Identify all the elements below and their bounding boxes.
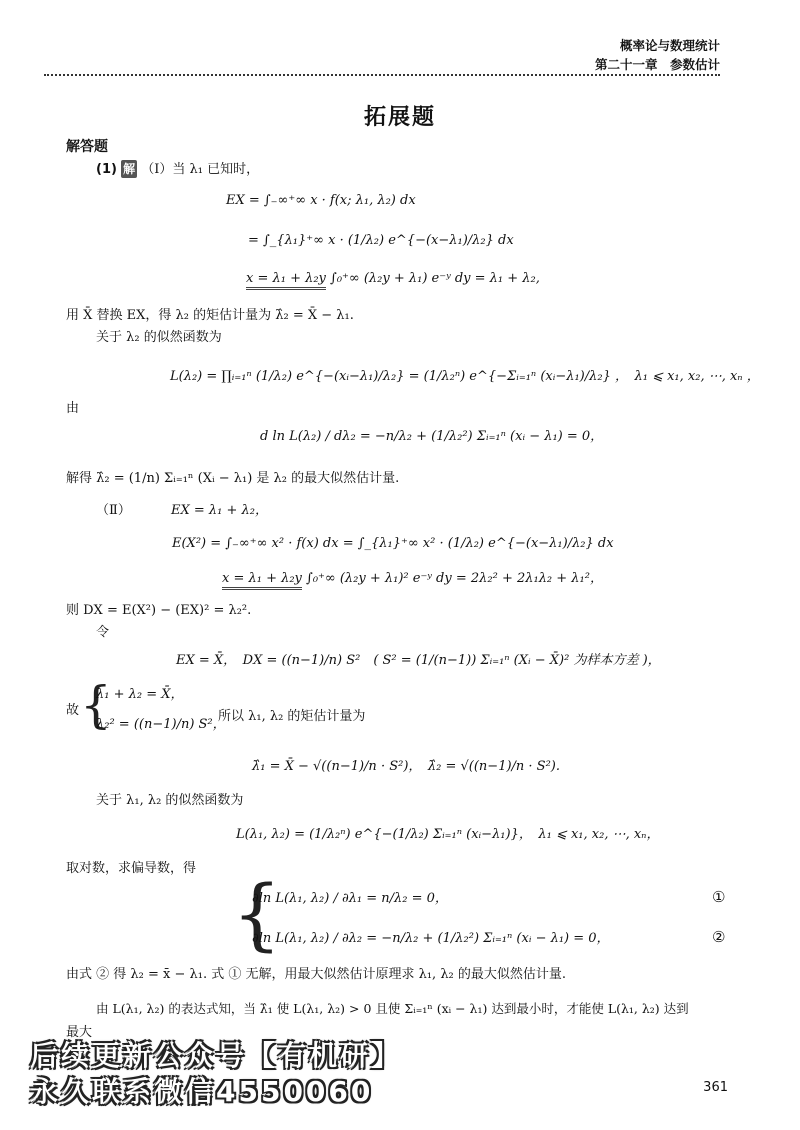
section-heading: 解答题 [66,139,108,155]
equation-ex2-2 [222,570,603,588]
no-solution-text: 由式 ② 得 λ₂ = x̄ − λ₁. 式 ① 无解，用最大似然估计原理求 λ₁, λ₂ 的最大似然估计量. [66,967,567,982]
therefore-label: 故 [66,703,80,718]
log-derivative-intro: 取对数，求偏导数，得 [66,861,197,876]
equation-ex-3-body: ∫₀⁺∞ (λ₂y + λ₁) e⁻ʸ dy = λ₁ + λ₂, [330,271,540,286]
problem-intro [96,160,259,179]
part-two-line [96,502,268,520]
max-text: 最大 [66,1025,93,1040]
header-book-title: 概率论与数理统计 [619,38,720,53]
part-one-intro: （Ⅰ）当 λ₁ 已知时， [141,162,260,177]
substitution-underline-2: x = λ₁ + λ₂y [222,571,302,590]
header-rule [44,74,720,76]
page-number: 361 [703,1080,728,1095]
system-eq-2: λ₂² = ((n−1)/n) S²， [96,717,226,732]
from-text: 由 [66,401,80,416]
page-title: 拓展题 [363,105,436,130]
equation-number-2: ② [712,928,726,946]
problem-number: (1) [96,162,117,177]
equation-number-1: ① [712,888,726,906]
part-two-ex: EX = λ₁ + λ₂， [170,503,268,518]
moment-equations: EX = X̄， DX = ((n−1)/n) S² ( S² = (1/(n−1)) Σᵢ₌₁ⁿ (Xᵢ − X̄)² 为样本方差 )， [176,653,661,668]
substitution-underline: x = λ₁ + λ₂y [246,271,326,290]
partial-eq-1: ∂ln L(λ₁, λ₂) / ∂λ₁ = n/λ₂ = 0， [252,891,448,906]
system-eq-1: λ₁ + λ₂ = X̄， [96,687,184,702]
equation-ex-2: = ∫_{λ₁}⁺∞ x · (1/λ₂) e^{−(x−λ₁)/λ₂} dx [248,233,514,248]
part-two-label: （Ⅱ） [96,503,131,518]
equation-ex-3 [246,270,540,288]
moment-estimators: λ̂₁ = X̄ − √((n−1)/n · S²)， λ̂₂ = √((n−1)/n · S²). [252,759,561,774]
equation-ex2-2-body: ∫₀⁺∞ (λ₂y + λ₁)² e⁻ʸ dy = 2λ₂² + 2λ₁λ₂ + λ₁²， [306,571,603,586]
let-text: 令 [96,625,110,640]
variance-text: 则 DX = E(X²) − (EX)² = λ₂². [66,603,252,618]
joint-likelihood-intro: 关于 λ₁, λ₂ 的似然函数为 [96,793,244,808]
partial-eq-2: ∂ln L(λ₁, λ₂) / ∂λ₂ = −n/λ₂ + (1/λ₂²) Σᵢ₌₁ⁿ (xᵢ − λ₁) = 0， [252,931,610,946]
partial-system-brace: { [232,870,282,960]
joint-likelihood-equation: L(λ₁, λ₂) = (1/λ₂ⁿ) e^{−(1/λ₂) Σᵢ₌₁ⁿ (xᵢ−λ₁)}， λ₁ ⩽ x₁, x₂, ⋯, xₙ， [236,827,660,842]
likelihood-intro: 关于 λ₂ 的似然函数为 [96,330,222,345]
equation-ex2-1: E(X²) = ∫₋∞⁺∞ x² · f(x) dx = ∫_{λ₁}⁺∞ x² · (1/λ₂) e^{−(x−λ₁)/λ₂} dx [172,536,614,551]
mle-result-text: 解得 λ̂₂ = (1/n) Σᵢ₌₁ⁿ (Xᵢ − λ₁) 是 λ₂ 的最大似然估计量. [66,471,400,486]
moment-estimate-text: 用 X̄ 替换 EX，得 λ₂ 的矩估计量为 λ̂₂ = X̄ − λ₁. [66,308,354,323]
header-chapter: 第二十一章 参数估计 [594,57,720,72]
moment-conclusion-text: 所以 λ₁, λ₂ 的矩估计量为 [218,709,366,724]
running-header [595,36,720,74]
watermark-line-1: 后续更新公众号【有机研】 [30,1039,403,1072]
max-condition-text: 由 L(λ₁, λ₂) 的表达式知，当 λ̂₁ 使 L(λ₁, λ₂) > 0 且使 Σᵢ₌₁ⁿ (xᵢ − λ₁) 达到最小时，才能使 L(λ₁, λ₂) 达到 [96,1001,689,1016]
solution-badge: 解 [123,162,136,176]
equation-ex-1: EX = ∫₋∞⁺∞ x · f(x; λ₁, λ₂) dx [226,193,416,208]
derivative-equation: d ln L(λ₂) / dλ₂ = −n/λ₂ + (1/λ₂²) Σᵢ₌₁ⁿ (xᵢ − λ₁) = 0， [260,429,604,444]
system-brace: { [80,676,112,734]
watermark-line-2: 永久联系微信4550060 [30,1075,374,1108]
likelihood-equation: L(λ₂) = ∏ᵢ₌₁ⁿ (1/λ₂) e^{−(xᵢ−λ₁)/λ₂} = (1/λ₂ⁿ) e^{−Σᵢ₌₁ⁿ (xᵢ−λ₁)/λ₂} ， λ₁ ⩽ x₁, x₂, ⋯, xₙ ， [170,369,760,384]
